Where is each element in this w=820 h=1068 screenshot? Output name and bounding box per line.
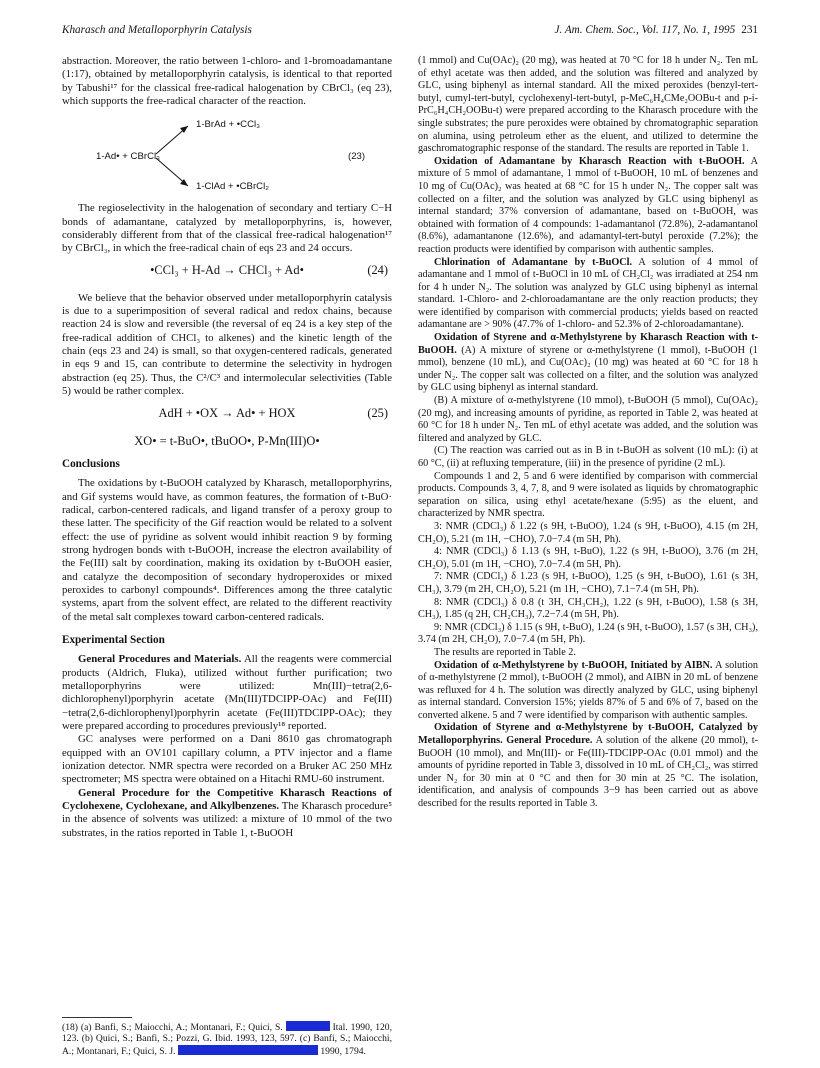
equation-definition: XO• = t-BuO•, tBuOO•, P-Mn(III)O• [134,433,320,448]
paragraph-text: A mixture of 5 mmol of adamantane, 1 mmol of t-BuOOH, 10 mL of benzenes and 10 mg of Cu(OAc)₂ was heated at 68 °C for 15 h under N₂. The copper salt was collected on a filter, and the solution was analyzed by GLC using biphenyl as internal standard; 37% conversion of adamantane, based on t-BuOOH, was obtained with formation of 4 compounds: 1-adamantanol (72.8%), 2-adamantanol (8.6%), adamantanone (12.6%), and adamantyl-tert-butyl peroxide (7.2%); the reaction products were identified by comparison with authentic samples. [418,155,758,255]
paragraph: (B) A mixture of α-methylstyrene (10 mmol), t-BuOOH (5 mmol), Cu(OAc)₂ (20 mg), and increasing amounts of pyridine, as reported in Table 2, was heated at 60 °C for 18 h under N₂. Ten mL of ethyl acetate was added, and the solution was filtered and analyzed by GLC. [418,395,758,444]
footnote-text: 1990, 1794. [320,1045,366,1057]
footnotes [62,1017,392,1057]
equation-number: (24) [367,262,388,277]
paragraph: The results are reported in Table 2. [434,646,576,658]
paragraph-text: A solution of the alkene (20 mmol), t-BuOOH (10 mmol), and Mn(III)- or Fe(III)-TDCIPP-OAc (0.01 mmol) and the amounts of pyridine reported in Table 3, dissolved in 10 mL of CH₂Cl₂, was stirred under N₂ for 30 min at 0 °C and then for 30 min at 25 °C. The isolation, identification, and analysis of compounds 3−9 has been carried out as above described for the results reported in Table 3. [418,735,759,810]
scheme-reactant: 1-Ad• + CBrCl₃ [96,151,161,163]
paragraph-text: The Kharasch procedure⁵ in the absence of solvents was utilized: a mixture of 10 mmol of the two substrates, in the ratios reported in Table 1, t-BuOOH [62,800,392,839]
paragraph: (C) The reaction was carried out as in B in t-BuOH as solvent (10 mL): (i) at 60 °C, (ii) at refluxing temperature, (iii) in the presence of pyridine (2 mL). [418,445,758,469]
scheme-bottom-product: 1-ClAd + •CBrCl₂ [196,181,269,193]
paragraph: We believe that the behavior observed under metalloporphyrin catalysis is due to a superimposition of several radical and redox chains, because reaction 24 is slow and reversible (the reversal of eq 24 is a key step of the free-radical addition of CHCl₃ to alkenes) and the kinetic length of the chain (eqs 23 and 24) is small, so that oxygen-centered radicals, generated in eqs 9 and 15, can contribute to determine the selectivity in hydrogen abstraction (eq 25). Thus, the C²/C³ and intermolecular selectivities (Table 5) would be rather complex. [62,291,392,398]
redaction-mark [286,1021,330,1031]
paragraph: (1 mmol) and Cu(OAc)₂ (20 mg), was heated at 70 °C for 18 h under N₂. Ten mL of ethyl acetate was then added, and the solution was filtered and analyzed by GLC, using biphenyl as internal standard. All the mixed peroxides (benzyl-tert-butyl, cumyl-tert-butyl, cyclohexenyl-tert-butyl, p-MeC₆H₄CMe₂OOBu-t and p-i-PrC₆H₄CH₂OOBu-t) were prepared according to the Kharasch procedure with the single substrates; the pure peroxides were obtained by chromatographic separation on alumina, using petroleum ether as the eluent, and utilized to determine the gaschromatographic response of the standard. The results are reported in Table 1. [418,55,758,155]
paragraph: abstraction. Moreover, the ratio between 1-chloro- and 1-bromoadamantane (1:17), obtained by metalloporphyrin catalysis, is identical to that reported by Tabushi¹⁷ for the classical free-radical halogenation by CBrCl₃ (eq 23), which supports the free-radical character of the reaction. [62,55,392,108]
footnote-text: (18) (a) Banfi, S.; Maiocchi, A.; Montanari, F.; Quici, S. [62,1022,283,1033]
running-head [62,24,758,38]
right-column [418,55,758,811]
paragraph-text: All the reagents were commercial products (Aldrich, Fluka), utilized without further purification; two metalloporphyrins were utilized: Mn(III)−tetra(2,6-dichlorophenyl)porphyrin acetate (Mn(III)TDCIPP-OAc) and Fe(III)−tetra(2,6-dichlorophenyl)porphyrin acetate (Fe(III)TDCIPP-OAc); they were prepared according to procedures previously¹⁸ reported. [62,653,392,733]
paragraph-text: (A) A mixture of styrene or α-methylstyrene (1 mmol), t-BuOOH (1 mmol), benzene (10 mL), and Cu(OAc)₂ (10 mg) was heated at 60 °C for 18 h under N₂. The copper salt was collected on a filter, and the solution was analyzed by GLC using biphenyl as internal standard. [418,344,758,394]
run-in-heading: Oxidation of α-Methylstyrene by t-BuOOH, Initiated by AIBN. [434,659,713,671]
paragraph-text: A solution of α-methylstyrene (2 mmol), t-BuOOH (2 mmol), and AIBN in 20 mL of benzene was refluxed for 4 h. The solution was directly analyzed by GLC, using biphenyl as internal standard. Conversion 15%; yields 87% of 5 and 6% of 7, based on the converted alkene. 5 and 7 were identified by comparison with authentic samples. [418,659,758,721]
run-in-heading: Oxidation of Adamantane by Kharasch Reaction with t-BuOOH. [434,155,745,167]
equation-body: •CCl₃ + H-Ad → CHCl₃ + Ad• [150,262,304,277]
footnote-text: 597. (c) Banfi, S.; Maiocchi, A.; Montanari, F.; Quici, S. J. [62,1033,392,1057]
section-title-experimental: Experimental Section [62,633,165,646]
run-in-heading: Chlorination of Adamantane by t-BuOCl. [434,256,633,268]
footnote-rule [62,1017,132,1018]
nmr-entry: 3: NMR (CDCl₃) δ 1.22 (s 9H, t-BuOO), 1.24 (s 9H, t-BuOO), 4.15 (m 2H, CH₂O), 5.21 (m 1H, −CHO), 7.0−7.4 (m 5H, Ph). [418,520,758,545]
equation-number: (23) [348,151,366,163]
paragraph [62,787,392,840]
paragraph: The regioselectivity in the halogenation of secondary and tertiary C−H bonds of adamantane, catalyzed by metalloporphyrins, is, however, considerably different from that of the classical free-radical halogenation¹⁷ by CBrCl₃, in which the free-radical chain of eqs 23 and 24 occurs. [62,202,392,255]
equation-number: (25) [367,405,388,420]
paragraph [418,257,758,333]
nmr-entry: 4: NMR (CDCl₃) δ 1.13 (s 9H, t-BuO), 1.22 (s 9H, t-BuOO), 3.76 (m 2H, CH₂O), 5.01 (m 1H, −CHO), 7.0−7.4 (m 5H, Ph). [418,546,758,570]
equation-25 [62,405,392,427]
running-head-title: Kharasch and Metalloporphyrin Catalysis [62,24,252,36]
equation-24 [62,262,392,284]
paragraph: Compounds 1 and 2, 5 and 6 were identified by comparison with commercial products. Compounds 3, 4, 7, 8, and 9 were isolated as liquids by chromatographic separation on silica, using ethyl acetate/hexane (5:95) as the eluent, and characterized by NMR spectra. [418,470,758,520]
running-head-journal [554,24,758,37]
equation-23-scheme [62,114,392,198]
nmr-entry: 9: NMR (CDCl₃) δ 1.15 (s 9H, t-BuO), 1.24 (s 9H, t-BuOO), 1.57 (s 3H, CH₃), 3.74 (m 2H, CH₂O), 7.0−7.4 (m 5H, Ph). [418,621,758,646]
paragraph [62,653,392,733]
left-column [62,55,392,840]
section-title-conclusions: Conclusions [62,457,120,470]
equation-body: AdH + •OX → Ad• + HOX [158,405,296,420]
run-in-heading: General Procedures and Materials. [78,653,242,666]
paragraph-text: A solution of 4 mmol of adamantane and 1 mmol of t-BuOCl in 10 mL of CH₂Cl₂ was irradiated at 254 nm for 4 h under N₂. The solution was analyzed by GLC using biphenyl as internal standard. 1-Chloro- and 2-chloroadamantane are the only reaction products; they were identified by comparison with commercial products; yields based on reacted adamantane are > 90% (47.7% of 1-chloro- and 52.3% of 2-chloroadamantane). [418,256,759,331]
paragraph [418,332,758,395]
run-in-heading: General Procedure for the Competitive Kharasch Reactions of Cyclohexene, Cyclohexane, and Alkylbenzenes. [62,786,392,813]
paragraph [418,722,758,810]
page-number: 231 [741,24,758,36]
footnote-18 [62,1021,392,1057]
footnote-text: Ital. 1990, 120, 123. (b) Quici, S.; Banfi, S.; Pozzi, G. Ibid. 1993, 123, [62,1022,392,1045]
journal-citation: J. Am. Chem. Soc., Vol. 117, No. 1, 1995 [554,24,736,36]
paragraph [418,156,758,257]
paragraph [418,660,758,723]
redaction-mark [178,1045,318,1055]
run-in-heading: Oxidation of Styrene and α-Methylstyrene by t-BuOOH, Catalyzed by Metalloporphyrins. General Procedure. [418,722,758,747]
paragraph: GC analyses were performed on a Dani 8610 gas chromatograph equipped with an OV101 capillary column, a PTV injector and a flame ionization detector. NMR spectra were recorded on a Bruker AC 250 MHz spectrometer; MS spectra were obtained on a Hitachi RMU-60 instrument. [62,733,392,786]
nmr-entry: 7: NMR (CDCl₃) δ 1.23 (s 9H, t-BuOO), 1.25 (s 9H, t-BuOO), 1.61 (s 3H, CH₃), 3.79 (m 2H, CH₂O), 5.21 (m 1H, −CHO), 7.1−7.4 (m 5H, Ph). [418,571,758,595]
paragraph: The oxidations by t-BuOOH catalyzed by Kharasch, metalloporphyrins, and Gif systems would have, as common features, the formation of t-BuO· radical, carbon-centered radicals, and ligand transfer of a peroxy group to these latter. The specificity of the Gif reaction would be related to a solvent effect: the use of pyridine as solvent would inhibit reaction 9 by forming strong hydrogen bonds with t-BuOOH, increase the electron availability of the Fe(III) salt by coordination, making its oxidation by t-BuOOH easier, and catalyze the decomposition of secondary hydroperoxides or mixed peroxides to carbonyl compounds⁴. Differences among the three catalytic systems, apart from the solvent effect, are related to the different reactivity of the metal salt complexes toward carbon-centered radicals. [62,477,392,623]
run-in-heading: Oxidation of Styrene and α-Methylstyrene by Kharasch Reaction with t-BuOOH. [418,332,758,356]
scheme-top-product: 1-BrAd + •CCl₃ [196,119,261,131]
nmr-entry: 8: NMR (CDCl₃) δ 0.8 (t 3H, CH₃CH₂), 1.22 (s 9H, t-BuOO), 1.58 (s 3H, CH₃), 1.85 (q 2H, CH₂CH₃), 7.2−7.4 (m 5H, Ph). [418,596,758,621]
